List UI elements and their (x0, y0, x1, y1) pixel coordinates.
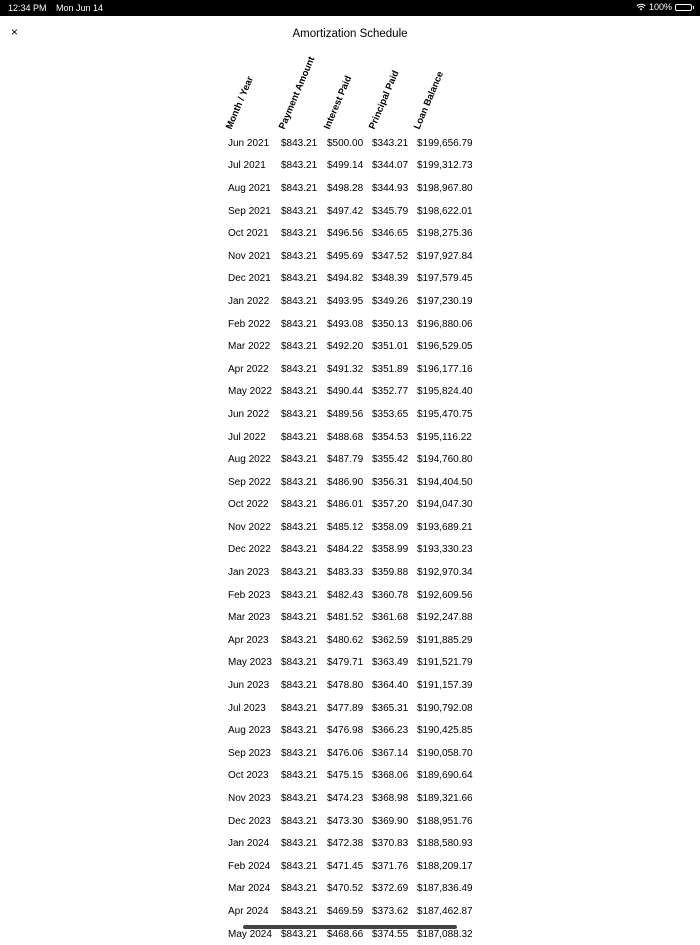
loan-balance-cell: $187,836.49 (417, 883, 473, 895)
month-year-cell: Nov 2021 (228, 250, 271, 262)
principal-paid-cell: $359.88 (372, 567, 409, 579)
principal-paid-cell: $352.77 (372, 386, 409, 398)
month-year-cell: Jun 2023 (228, 680, 270, 692)
table-row (224, 855, 497, 878)
table-row (224, 832, 497, 855)
interest-paid-cell: $491.32 (327, 363, 364, 375)
loan-balance-cell: $198,967.80 (417, 182, 473, 194)
principal-paid-cell: $349.26 (372, 295, 409, 307)
month-year-cell: Oct 2023 (228, 770, 269, 782)
interest-paid-cell: $490.44 (327, 386, 364, 398)
principal-paid-cell: $372.69 (372, 883, 409, 895)
principal-paid-cell: $370.83 (372, 838, 409, 850)
principal-paid-cell: $365.31 (372, 702, 409, 714)
table-row (224, 765, 497, 788)
month-year-cell: May 2022 (228, 386, 272, 398)
principal-paid-cell: $345.79 (372, 205, 409, 217)
column-header-principal-paid: Principal Paid (366, 68, 402, 131)
interest-paid-cell: $480.62 (327, 634, 364, 646)
interest-paid-cell: $476.06 (327, 747, 364, 759)
month-year-cell: Jan 2024 (228, 838, 270, 850)
month-year-cell: Jan 2022 (228, 295, 270, 307)
table-row (224, 471, 497, 494)
payment-amount-cell: $843.21 (281, 318, 318, 330)
month-year-cell: Aug 2022 (228, 454, 271, 466)
loan-balance-cell: $195,824.40 (417, 386, 473, 398)
loan-balance-cell: $187,088.32 (417, 928, 473, 940)
status-bar (0, 0, 700, 16)
interest-paid-cell: $500.00 (327, 137, 364, 149)
table-row (224, 652, 497, 675)
interest-paid-cell: $476.98 (327, 725, 364, 737)
table-row (224, 222, 497, 245)
payment-amount-cell: $843.21 (281, 521, 318, 533)
payment-amount-cell: $843.21 (281, 612, 318, 624)
interest-paid-cell: $483.33 (327, 567, 364, 579)
table-row (224, 900, 497, 923)
loan-balance-cell: $198,622.01 (417, 205, 473, 217)
payment-amount-cell: $843.21 (281, 205, 318, 217)
payment-amount-cell: $843.21 (281, 341, 318, 353)
interest-paid-cell: $475.15 (327, 770, 364, 782)
payment-amount-cell: $843.21 (281, 725, 318, 737)
month-year-cell: Apr 2024 (228, 905, 269, 917)
payment-amount-cell: $843.21 (281, 250, 318, 262)
payment-amount-cell: $843.21 (281, 137, 318, 149)
loan-balance-cell: $197,579.45 (417, 273, 473, 285)
table-row (224, 245, 497, 268)
interest-paid-cell: $478.80 (327, 680, 364, 692)
interest-paid-cell: $495.69 (327, 250, 364, 262)
column-header-loan-balance: Loan Balance (411, 69, 447, 131)
table-row (224, 448, 497, 471)
interest-paid-cell: $498.28 (327, 182, 364, 194)
interest-paid-cell: $486.90 (327, 476, 364, 488)
wifi-icon (636, 3, 646, 11)
interest-paid-cell: $472.38 (327, 838, 364, 850)
loan-balance-cell: $195,470.75 (417, 408, 473, 420)
principal-paid-cell: $371.76 (372, 860, 409, 872)
loan-balance-cell: $194,404.50 (417, 476, 473, 488)
month-year-cell: Oct 2022 (228, 499, 269, 511)
principal-paid-cell: $344.07 (372, 160, 409, 172)
payment-amount-cell: $843.21 (281, 838, 318, 850)
table-row (224, 381, 497, 404)
principal-paid-cell: $347.52 (372, 250, 409, 262)
table-row (224, 313, 497, 336)
month-year-cell: Aug 2021 (228, 182, 271, 194)
payment-amount-cell: $843.21 (281, 657, 318, 669)
payment-amount-cell: $843.21 (281, 815, 318, 827)
payment-amount-cell: $843.21 (281, 363, 318, 375)
table-row (224, 629, 497, 652)
month-year-cell: May 2024 (228, 928, 272, 940)
loan-balance-cell: $191,885.29 (417, 634, 473, 646)
table-row (224, 155, 497, 178)
status-right (636, 2, 692, 12)
loan-balance-cell: $192,247.88 (417, 612, 473, 624)
principal-paid-cell: $357.20 (372, 499, 409, 511)
interest-paid-cell: $477.89 (327, 702, 364, 714)
principal-paid-cell: $343.21 (372, 137, 409, 149)
loan-balance-cell: $190,425.85 (417, 725, 473, 737)
month-year-cell: Apr 2022 (228, 363, 269, 375)
close-button[interactable]: × (11, 25, 19, 39)
table-row (224, 787, 497, 810)
interest-paid-cell: $470.52 (327, 883, 364, 895)
month-year-cell: Dec 2021 (228, 273, 271, 285)
column-header-month-year: Month / Year (223, 74, 257, 131)
month-year-cell: Jun 2021 (228, 137, 270, 149)
payment-amount-cell: $843.21 (281, 386, 318, 398)
table-row (224, 810, 497, 833)
principal-paid-cell: $358.09 (372, 521, 409, 533)
table-row (224, 335, 497, 358)
column-header-payment-amount: Payment Amount (276, 55, 318, 131)
table-row (224, 674, 497, 697)
interest-paid-cell: $497.42 (327, 205, 364, 217)
page-title: Amortization Schedule (292, 28, 408, 40)
interest-paid-cell: $481.52 (327, 612, 364, 624)
principal-paid-cell: $355.42 (372, 454, 409, 466)
interest-paid-cell: $468.66 (327, 928, 364, 940)
payment-amount-cell: $843.21 (281, 476, 318, 488)
month-year-cell: Sep 2022 (228, 476, 271, 488)
payment-amount-cell: $843.21 (281, 860, 318, 872)
principal-paid-cell: $344.93 (372, 182, 409, 194)
interest-paid-cell: $473.30 (327, 815, 364, 827)
loan-balance-cell: $199,312.73 (417, 160, 473, 172)
loan-balance-cell: $194,047.30 (417, 499, 473, 511)
month-year-cell: Sep 2021 (228, 205, 271, 217)
payment-amount-cell: $843.21 (281, 702, 318, 714)
principal-paid-cell: $361.68 (372, 612, 409, 624)
interest-paid-cell: $488.68 (327, 431, 364, 443)
payment-amount-cell: $843.21 (281, 228, 318, 240)
table-row (224, 606, 497, 629)
interest-paid-cell: $493.08 (327, 318, 364, 330)
interest-paid-cell: $479.71 (327, 657, 364, 669)
interest-paid-cell: $489.56 (327, 408, 364, 420)
loan-balance-cell: $196,529.05 (417, 341, 473, 353)
loan-balance-cell: $187,462.87 (417, 905, 473, 917)
loan-balance-cell: $194,760.80 (417, 454, 473, 466)
payment-amount-cell: $843.21 (281, 408, 318, 420)
loan-balance-cell: $188,580.93 (417, 838, 473, 850)
loan-balance-cell: $196,880.06 (417, 318, 473, 330)
principal-paid-cell: $363.49 (372, 657, 409, 669)
amortization-table (224, 132, 497, 945)
interest-paid-cell: $499.14 (327, 160, 364, 172)
month-year-cell: Nov 2022 (228, 521, 271, 533)
payment-amount-cell: $843.21 (281, 160, 318, 172)
month-year-cell: May 2023 (228, 657, 272, 669)
month-year-cell: Nov 2023 (228, 793, 271, 805)
payment-amount-cell: $843.21 (281, 273, 318, 285)
loan-balance-cell: $190,058.70 (417, 747, 473, 759)
table-row (224, 539, 497, 562)
principal-paid-cell: $356.31 (372, 476, 409, 488)
payment-amount-cell: $843.21 (281, 589, 318, 601)
payment-amount-cell: $843.21 (281, 928, 318, 940)
loan-balance-cell: $197,927.84 (417, 250, 473, 262)
month-year-cell: Feb 2022 (228, 318, 271, 330)
column-header-interest-paid: Interest Paid (321, 74, 355, 131)
principal-paid-cell: $368.98 (372, 793, 409, 805)
payment-amount-cell: $843.21 (281, 680, 318, 692)
month-year-cell: Dec 2023 (228, 815, 271, 827)
loan-balance-cell: $190,792.08 (417, 702, 473, 714)
table-row (224, 132, 497, 155)
loan-balance-cell: $197,230.19 (417, 295, 473, 307)
payment-amount-cell: $843.21 (281, 431, 318, 443)
interest-paid-cell: $492.20 (327, 341, 364, 353)
interest-paid-cell: $486.01 (327, 499, 364, 511)
table-row (224, 719, 497, 742)
interest-paid-cell: $487.79 (327, 454, 364, 466)
table-row (224, 697, 497, 720)
table-row (224, 358, 497, 381)
interest-paid-cell: $496.56 (327, 228, 364, 240)
month-year-cell: Feb 2023 (228, 589, 271, 601)
principal-paid-cell: $350.13 (372, 318, 409, 330)
interest-paid-cell: $474.23 (327, 793, 364, 805)
loan-balance-cell: $191,521.79 (417, 657, 473, 669)
month-year-cell: Mar 2023 (228, 612, 271, 624)
interest-paid-cell: $494.82 (327, 273, 364, 285)
table-row (224, 878, 497, 901)
table-row (224, 516, 497, 539)
table-row (224, 494, 497, 517)
principal-paid-cell: $364.40 (372, 680, 409, 692)
month-year-cell: Dec 2022 (228, 544, 271, 556)
loan-balance-cell: $191,157.39 (417, 680, 473, 692)
month-year-cell: Oct 2021 (228, 228, 269, 240)
interest-paid-cell: $471.45 (327, 860, 364, 872)
loan-balance-cell: $189,321.66 (417, 793, 473, 805)
principal-paid-cell: $354.53 (372, 431, 409, 443)
month-year-cell: Jun 2022 (228, 408, 270, 420)
table-row (224, 403, 497, 426)
principal-paid-cell: $362.59 (372, 634, 409, 646)
loan-balance-cell: $196,177.16 (417, 363, 473, 375)
loan-balance-cell: $198,275.36 (417, 228, 473, 240)
loan-balance-cell: $192,970.34 (417, 567, 473, 579)
month-year-cell: Mar 2024 (228, 883, 271, 895)
payment-amount-cell: $843.21 (281, 747, 318, 759)
principal-paid-cell: $368.06 (372, 770, 409, 782)
payment-amount-cell: $843.21 (281, 905, 318, 917)
month-year-cell: Feb 2024 (228, 860, 271, 872)
month-year-cell: Sep 2023 (228, 747, 271, 759)
table-header (0, 50, 700, 135)
payment-amount-cell: $843.21 (281, 182, 318, 194)
loan-balance-cell: $195,116.22 (417, 431, 472, 443)
interest-paid-cell: $485.12 (327, 521, 364, 533)
battery-icon (675, 4, 692, 11)
principal-paid-cell: $373.62 (372, 905, 409, 917)
table-row (224, 584, 497, 607)
month-year-cell: Jul 2021 (228, 160, 266, 172)
payment-amount-cell: $843.21 (281, 454, 318, 466)
principal-paid-cell: $348.39 (372, 273, 409, 285)
principal-paid-cell: $353.65 (372, 408, 409, 420)
principal-paid-cell: $351.89 (372, 363, 409, 375)
payment-amount-cell: $843.21 (281, 567, 318, 579)
month-year-cell: Mar 2022 (228, 341, 271, 353)
table-row (224, 290, 497, 313)
table-row (224, 426, 497, 449)
principal-paid-cell: $367.14 (372, 747, 409, 759)
loan-balance-cell: $188,951.76 (417, 815, 473, 827)
payment-amount-cell: $843.21 (281, 793, 318, 805)
loan-balance-cell: $199,656.79 (417, 137, 473, 149)
month-year-cell: Aug 2023 (228, 725, 271, 737)
principal-paid-cell: $351.01 (372, 341, 409, 353)
battery-percent: 100% (648, 2, 672, 12)
status-time: 12:34 PM (8, 3, 47, 13)
table-row (224, 268, 497, 291)
loan-balance-cell: $193,689.21 (417, 521, 473, 533)
loan-balance-cell: $193,330.23 (417, 544, 473, 556)
month-year-cell: Jul 2023 (228, 702, 266, 714)
payment-amount-cell: $843.21 (281, 883, 318, 895)
payment-amount-cell: $843.21 (281, 634, 318, 646)
month-year-cell: Jan 2023 (228, 567, 270, 579)
interest-paid-cell: $484.22 (327, 544, 364, 556)
payment-amount-cell: $843.21 (281, 770, 318, 782)
interest-paid-cell: $493.95 (327, 295, 364, 307)
interest-paid-cell: $469.59 (327, 905, 364, 917)
payment-amount-cell: $843.21 (281, 295, 318, 307)
table-row (224, 742, 497, 765)
table-row (224, 200, 497, 223)
status-date: Mon Jun 14 (56, 3, 104, 13)
loan-balance-cell: $192,609.56 (417, 589, 473, 601)
loan-balance-cell: $189,690.64 (417, 770, 473, 782)
loan-balance-cell: $188,209.17 (417, 860, 473, 872)
principal-paid-cell: $369.90 (372, 815, 409, 827)
interest-paid-cell: $482.43 (327, 589, 364, 601)
month-year-cell: Apr 2023 (228, 634, 269, 646)
home-indicator[interactable] (243, 925, 457, 929)
table-row (224, 561, 497, 584)
principal-paid-cell: $366.23 (372, 725, 409, 737)
principal-paid-cell: $358.99 (372, 544, 409, 556)
principal-paid-cell: $374.55 (372, 928, 409, 940)
payment-amount-cell: $843.21 (281, 544, 318, 556)
principal-paid-cell: $346.65 (372, 228, 409, 240)
table-row (224, 177, 497, 200)
month-year-cell: Jul 2022 (228, 431, 266, 443)
payment-amount-cell: $843.21 (281, 499, 318, 511)
principal-paid-cell: $360.78 (372, 589, 409, 601)
